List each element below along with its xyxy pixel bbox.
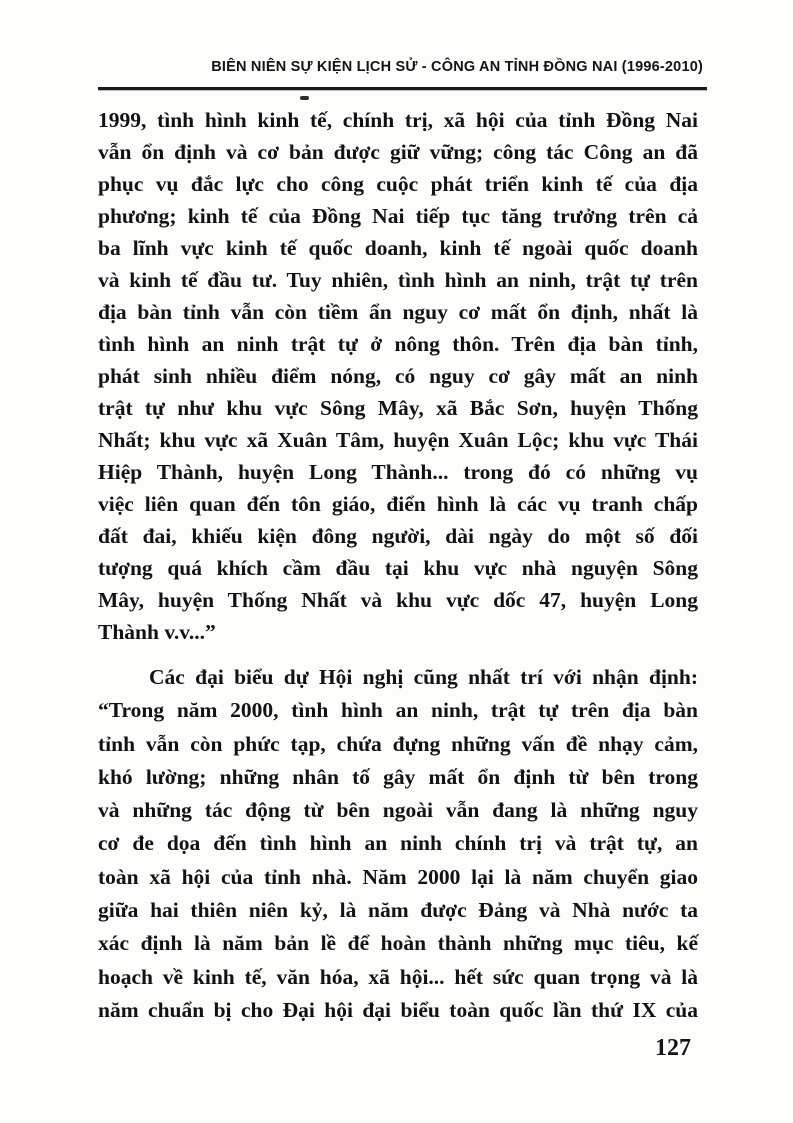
text-line: giữa hai thiên niên kỷ, là năm được Đảng và Nhà nước ta	[98, 898, 698, 923]
text-line: tình hình an ninh trật tự ở nông thôn. Trên địa bàn tỉnh,	[98, 332, 698, 356]
text-line: toàn xã hội của tỉnh nhà. Năm 2000 lại là năm chuyển giao	[98, 864, 698, 889]
text-line: “Trong năm 2000, tình hình an ninh, trật tự trên địa bàn	[98, 698, 698, 723]
paragraph	[98, 104, 698, 648]
scan-artifact-dot	[300, 96, 309, 100]
text-line: cơ đe dọa đến tình hình an ninh chính trị và trật tự, an	[98, 831, 698, 856]
header-rule-divider	[98, 87, 707, 90]
text-line: tỉnh vẫn còn phức tạp, chứa đựng những vấn đề nhạy cảm,	[98, 731, 698, 756]
text-line: và những tác động từ bên ngoài vẫn đang là những nguy	[98, 798, 698, 823]
text-line: phương; kinh tế của Đồng Nai tiếp tục tăng trưởng trên cả	[98, 204, 698, 228]
text-line: năm chuẩn bị cho Đại hội đại biểu toàn quốc lần thứ IX của	[98, 997, 698, 1022]
text-line: vẫn ổn định và cơ bản được giữ vững; công tác Công an đã	[98, 140, 698, 164]
text-line: phục vụ đắc lực cho công cuộc phát triển kinh tế của địa	[98, 172, 698, 196]
text-line: xác định là năm bản lề để hoàn thành những mục tiêu, kế	[98, 931, 698, 956]
running-header: BIÊN NIÊN SỰ KIỆN LỊCH SỬ - CÔNG AN TỈNH ĐỒNG NAI (1996-2010)	[211, 59, 703, 75]
text-line: Các đại biểu dự Hội nghị cũng nhất trí với nhận định:	[149, 665, 698, 689]
text-line: Nhất; khu vực xã Xuân Tâm, huyện Xuân Lộc; khu vực Thái	[98, 428, 698, 452]
paragraph	[98, 661, 698, 1027]
text-line: địa bàn tỉnh vẫn còn tiềm ẩn nguy cơ mất ổn định, nhất là	[98, 300, 698, 324]
text-line: Thành v.v...”	[98, 620, 216, 644]
text-line: 1999, tình hình kinh tế, chính trị, xã hội của tỉnh Đồng Nai	[98, 108, 698, 132]
text-line: phát sinh nhiều điểm nóng, có nguy cơ gây mất an ninh	[98, 364, 698, 388]
text-line: ba lĩnh vực kinh tế quốc doanh, kinh tế ngoài quốc doanh	[98, 236, 698, 260]
text-line: việc liên quan đến tôn giáo, điển hình là các vụ tranh chấp	[98, 492, 698, 516]
text-line: hoạch về kinh tế, văn hóa, xã hội... hết sức quan trọng và là	[98, 964, 698, 989]
body-text-block	[98, 104, 698, 1027]
page-number: 127	[655, 1035, 691, 1061]
text-line: tượng quá khích cầm đầu tại khu vực nhà nguyện Sông	[98, 556, 698, 580]
text-line: và kinh tế đầu tư. Tuy nhiên, tình hình an ninh, trật tự trên	[98, 268, 698, 292]
text-line: khó lường; những nhân tố gây mất ổn định từ bên trong	[98, 764, 698, 789]
text-line: Mây, huyện Thống Nhất và khu vực dốc 47, huyện Long	[98, 588, 698, 612]
text-line: Hiệp Thành, huyện Long Thành... trong đó có những vụ	[98, 460, 698, 484]
text-line: trật tự như khu vực Sông Mây, xã Bắc Sơn, huyện Thống	[98, 396, 698, 420]
text-line: đất đai, khiếu kiện đông người, dài ngày do một số đối	[98, 524, 698, 548]
